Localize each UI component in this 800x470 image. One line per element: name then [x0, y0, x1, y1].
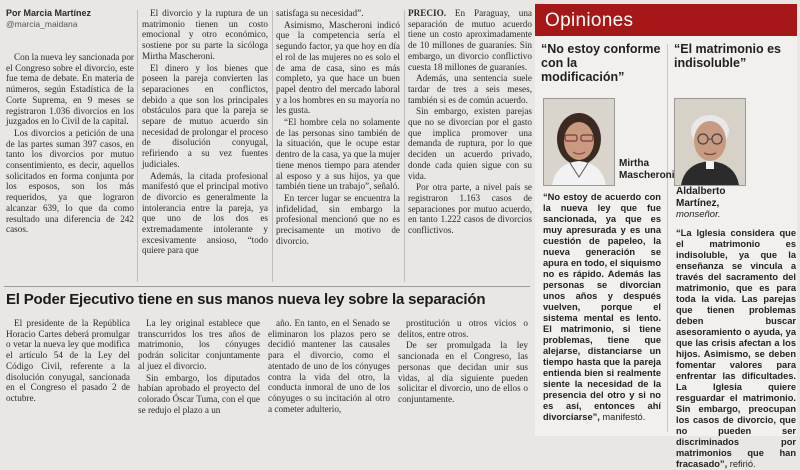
- opinions-title: Opiniones: [545, 10, 634, 31]
- opinion-quote: [543, 192, 661, 423]
- paragraph: El presidente de la República Horacio Cartes deberá promulgar o vetar la nueva ley que modifica el artículo 54 de la Ley del Código Civil, referente a la disolución conyugal, sancionada en el Congreso el pasado 2 de octubre.: [6, 318, 130, 403]
- author-handle: @marcia_maidana: [6, 19, 78, 29]
- bottom-column-4: [398, 318, 528, 406]
- quote-text: “La Iglesia considera que el matrimonio es indisoluble, ya que la enseñanza se vincula a través del sacramento del matrimonio, que es para toda la vida. Las parejas que tienen problemas deben buscar asesoramiento o ayuda, ya que las crisis afectan a los hijos. Asimismo, se deben fomentar valores para enfrentar las dificultades. La Iglesia quiere resguardar el matrimonio. Sin embargo, preocupan los casos de divorcio, que no pueden ser discriminados por matrimonios que han fracasado”,: [676, 228, 796, 469]
- quote-attribution: manifestó.: [599, 412, 646, 422]
- paragraph: Con la nueva ley sancionada por el Congreso sobre el divorcio, este fue tema de debate. En materia de números, según Estadística de la Corte Suprema, en 9 meses se registraron 1.036 divorcios en los juzgados en lo Civil de la capital.: [6, 52, 134, 127]
- headline: El Poder Ejecutivo tiene en sus manos nueva ley sobre la separación: [6, 291, 486, 308]
- lead-in: PRECIO.: [408, 8, 447, 18]
- column-divider: [404, 10, 405, 282]
- quote-attribution: refirió.: [727, 459, 756, 469]
- article-column-4: [408, 8, 532, 237]
- paragraph: año. En tanto, en el Senado se eliminaron los plazos pero se decidió mantener las causales para el divorcio, como el atentado de uno de los cónyuges contra la vida del otro, la conducta inmoral de uno de los cónyuges o su incitación al otro a cometer adulterio,: [268, 318, 390, 414]
- byline: [6, 8, 134, 30]
- paragraph: Sin embargo, los diputados habían aprobado el proyecto del colorado Óscar Tuma, con el que se redujo el plazo a un: [138, 372, 260, 415]
- paragraph: “El hombre cela no solamente de las personas sino también de la situación, que le ocupe estar dentro de la casa, ya que la mujer tiene menos tiempo para atender al esposo y a sus hijos, ya que también tiene un trabajo”, señaló.: [276, 117, 400, 192]
- paragraph: Además, la citada profesional manifestó que el principal motivo de divorcio es generalmente la intolerancia entre la pareja, ya que uno de los dos es extremadamente intolerante y excesivamente ansioso, “todo quiere para que: [142, 170, 268, 256]
- person-last-name: Martínez,: [676, 197, 720, 209]
- paragraph: satisfaga su necesidad”.: [276, 8, 364, 18]
- column-divider: [667, 44, 668, 432]
- portrait-photo: [674, 98, 746, 186]
- bottom-column-3: [268, 318, 390, 415]
- paragraph: prostitución u otros vicios o delitos, entre otros.: [398, 318, 528, 339]
- author-name: Por Marcia Martínez: [6, 8, 92, 18]
- paragraph: [408, 8, 532, 72]
- bottom-column-1: [6, 318, 130, 405]
- paragraph: En tercer lugar se encuentra la infidelidad, sin embargo la profesional mencionó que no es precisamente un motivo de divorcio.: [276, 192, 400, 246]
- opinion-headline: “El matrimonio es indisoluble”: [674, 42, 781, 70]
- article-column-2: [142, 8, 268, 257]
- paragraph: De ser promulgada la ley sancionada en el Congreso, las personas que decidan unir sus vidas, al día siguiente pueden solicitar el divorcio, uno de ellos o conjuntamente.: [398, 340, 528, 404]
- paragraph: Los divorcios a petición de una de las partes suman 397 casos, en tanto los divorcios por mutuo consentimiento, es decir, aquellos solicitados en forma conjunta por los esposos, son los más requeridos, ya que lograron alcanzar 639, lo que da como resultado una diferencia de 242 casos.: [6, 127, 134, 235]
- opinions-header: [535, 4, 797, 36]
- article-column-3: [276, 8, 400, 247]
- paragraph: Sin embargo, existen parejas que no se divorcian por el gasto que implica promover una demanda de ruptura, por lo que deciden un acuerdo privado, donde cada quien sigue con su vida.: [408, 106, 532, 181]
- opinion-headline: “No estoy conforme con la modificación”: [541, 42, 661, 84]
- article-column-1: [6, 52, 134, 236]
- opinion-mascheroni: [537, 40, 675, 422]
- portrait-photo: [543, 98, 615, 186]
- paragraph: Además, una sentencia suele tardar de tres a seis meses, también si es de común acuerdo.: [408, 73, 532, 105]
- person-name: [676, 186, 725, 221]
- opinion-quote: [676, 228, 796, 470]
- paragraph: Asimismo, Mascheroni indicó que la competencia sería el segundo factor, ya que hoy en día el rol de las mujeres no es solo el de ama de casa, sino es más completo, ya que hace un buen papel dentro del mercado laboral y a los hombres en su mayoría no les gusta.: [276, 19, 400, 116]
- column-divider: [137, 10, 138, 282]
- person-last-name: Mascheroni: [619, 169, 675, 181]
- column-divider: [272, 10, 273, 282]
- section-divider: [4, 286, 530, 287]
- paragraph: La ley original establece que transcurridos los tres años de matrimonio, los cónyuges podrán solicitar conjuntamente al juez el divorcio.: [138, 318, 260, 371]
- person-role: monseñor.: [676, 209, 721, 220]
- opinion-martinez: [670, 40, 798, 469]
- paragraph: El dinero y los bienes que poseen la pareja convierten las separaciones en conflictos, debido a que son los principales obstáculos para que la pareja se separe de mutuo acuerdo sin necesidad de prolongar el proceso de disolución conyugal, refiriendo a su vez fuentes judiciales.: [142, 62, 268, 169]
- paragraph: Por otra parte, a nivel país se registraron 1.163 casos de separaciones por mutuo acuerdo, en tanto 1.222 casos de divorcios conflictivos.: [408, 182, 532, 236]
- person-name: [619, 158, 675, 181]
- opinions-panel: [535, 4, 797, 469]
- person-first-name: Aldalberto: [676, 186, 726, 197]
- person-first-name: Mirtha: [619, 158, 649, 169]
- paragraph: El divorcio y la ruptura de un matrimonio tienen un costo emocional y otro económico, sostiene por su parte la sicóloga Mirtha Mascheroni.: [142, 8, 268, 61]
- quote-text: “No estoy de acuerdo con la nueva ley que fue sancionada, ya que es muy apresurada y es una cuestión de papeleo, la nueva generación se apura en todo, el siquismo no es rápido. Además las personas se divorcian unos años y después vuelven, porque el sistema mental es lento. El matrimonio, si tiene problemas, tiene que alejarse, distanciarse un tiempo hasta que la pareja entienda bien si realmente siente la necesidad de la presencia del otro y si no es así, entonces ahí divorciarse”,: [543, 192, 661, 422]
- bottom-column-2: [138, 318, 260, 416]
- paragraph-text: En Paraguay, una separación de mutuo acuerdo tiene un costo aproximadamente de 10 millones de guaraníes. Sin embargo, un divorcio conflictivo cuesta 18 millones de guaraníes.: [408, 8, 532, 72]
